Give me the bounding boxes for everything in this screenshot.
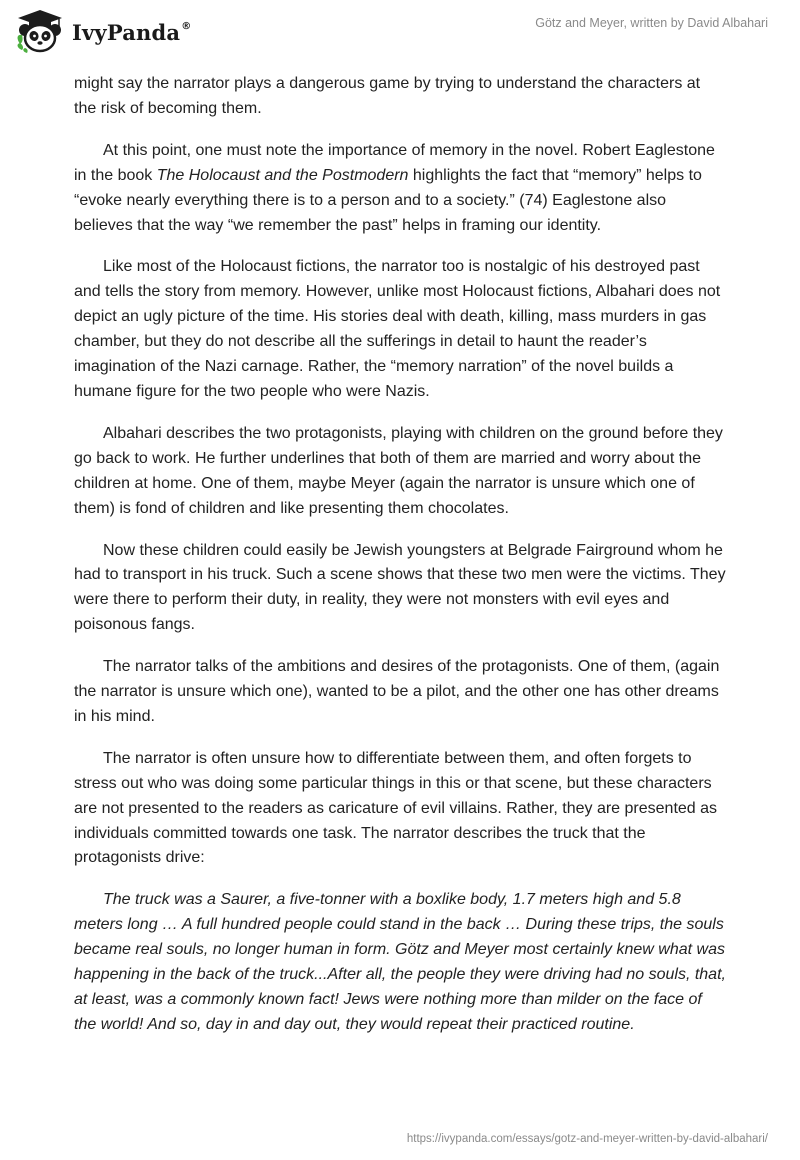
paragraph xyxy=(74,139,726,239)
paragraph: might say the narrator plays a dangerous game by trying to understand the characters at the risk of becoming them. xyxy=(74,75,701,117)
brand-name xyxy=(72,20,191,45)
paragraph: The narrator talks of the ambitions and desires of the protagonists. One of them, (again the narrator is unsure which one), wanted to be a pilot, and the other one has other dreams in his mind. xyxy=(74,658,720,725)
paragraph: Albahari describes the two protagonists, playing with children on the ground before they go back to work. He further underlines that both of them are married and worry about the children at home. One of them, maybe Meyer (again the narrator is unsure which one of them) is fond of children and like presenting them chocolates. xyxy=(74,424,723,517)
panda-graduate-icon xyxy=(14,8,66,54)
paragraph: Now these children could easily be Jewish youngsters at Belgrade Fairground whom he had to transport in his truck. Such a scene shows that these two men were the victims. They were there to perform their duty, in reality, they were not monsters with evil eyes and poisonous fangs. xyxy=(74,541,726,634)
essay-body xyxy=(74,72,726,1055)
brand-text: IvyPanda xyxy=(72,19,181,45)
paragraph-text: highlights the fact that “memory” helps to “evoke nearly everything there is to a person and to a society.” (74) Eaglestone also believes that the way “we remember the past” helps in framing our identity. xyxy=(74,166,702,234)
page-header xyxy=(0,0,800,64)
paragraph: Like most of the Holocaust fictions, the narrator too is nostalgic of his destroyed past and tells the story from memory. However, unlike most Holocaust fictions, Albahari does not depict an ugly picture of the time. His stories deal with death, killing, mass murders in gas chamber, but they do not describe all the sufferings in detail to haunt the reader’s imagination of the Nazi carnage. Rather, the “memory narration” of the novel builds a humane figure for the two people who were Nazis. xyxy=(74,258,721,400)
ivypanda-logo[interactable] xyxy=(14,8,191,54)
document-title: Götz and Meyer, written by David Albahari xyxy=(535,16,768,30)
block-quote: The truck was a Saurer, a five-tonner with a boxlike body, 1.7 meters high and 5.8 meters long … A full hundred people could stand in the back … During these trips, the souls became real souls, no longer human in form. Götz and Meyer most certainly knew what was happening in the back of the truck...After all, the people they were driving had no souls, that, at least, was a commonly known fact! Jews were nothing more than milder on the face of the world! And so, day in and day out, they would repeat their practiced routine. xyxy=(74,891,726,1033)
paragraph: The narrator is often unsure how to differentiate between them, and often forgets to stress out who was doing some particular things in this or that scene, but these characters are not presented to the readers as caricature of evil villains. Rather, they are presented as individuals committed towards one task. The narrator describes the truck that the protagonists drive: xyxy=(74,749,718,867)
book-title: The Holocaust and the Postmodern xyxy=(156,166,409,184)
paragraph-text: At this point, one must note the importance of memory in the novel. Robert Eaglestone in the book xyxy=(74,141,715,184)
registered-mark: ® xyxy=(181,20,192,32)
source-url[interactable]: https://ivypanda.com/essays/gotz-and-meyer-written-by-david-albahari/ xyxy=(406,1133,768,1145)
